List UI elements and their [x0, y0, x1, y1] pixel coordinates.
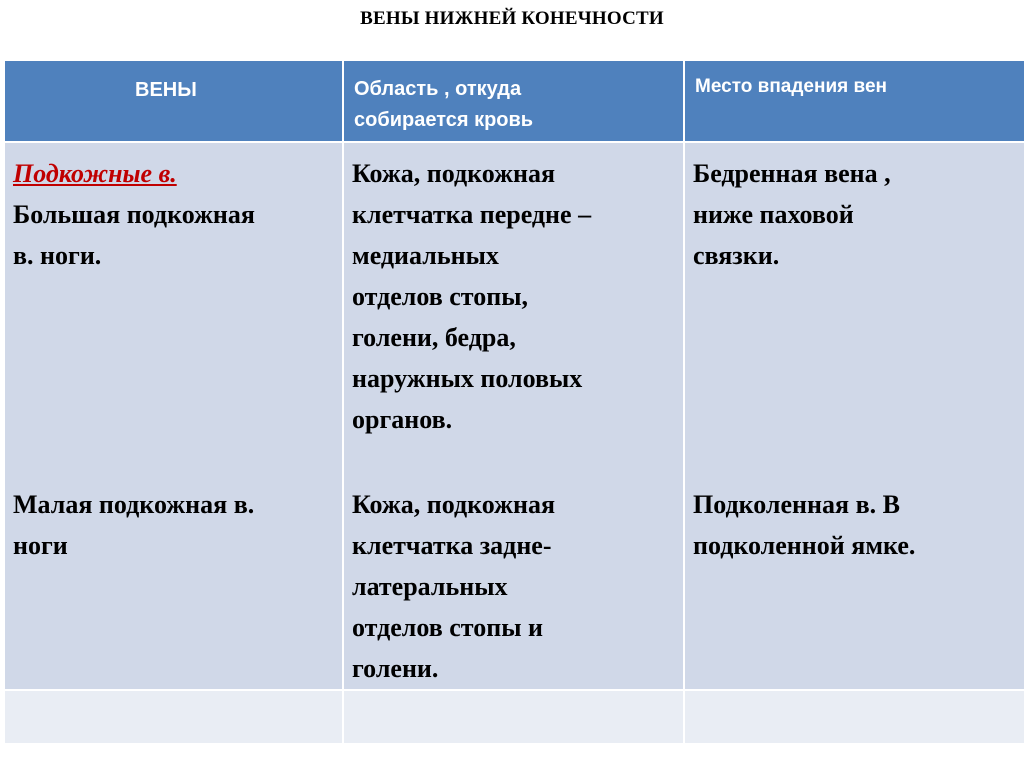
empty-cell-2: [343, 690, 684, 744]
great-saphenous-line-2: в. ноги.: [13, 241, 102, 270]
cell-drainage-area: [343, 142, 684, 690]
great-area-line-7: органов.: [352, 405, 453, 434]
small-confluence-line-1: Подколенная в. В: [693, 490, 900, 519]
header-veins-label: ВЕНЫ: [135, 79, 197, 101]
small-area-line-5: голени.: [352, 654, 439, 683]
great-area-line-1: Кожа, подкожная: [352, 159, 556, 188]
cell-confluence: [684, 142, 1024, 690]
header-drainage-area: [343, 60, 684, 142]
empty-cell-1: [4, 690, 343, 744]
header-veins: [4, 60, 343, 142]
great-area-line-6: наружных половых: [352, 364, 583, 393]
great-confluence-line-2: ниже паховой: [693, 200, 854, 229]
small-saphenous-line-2: ноги: [13, 531, 68, 560]
small-area-line-3: латеральных: [352, 572, 508, 601]
header-confluence: [684, 60, 1024, 142]
content-row: [4, 142, 1024, 690]
cell-veins: [4, 142, 343, 690]
empty-row: [4, 690, 1024, 744]
empty-cell-3: [684, 690, 1024, 744]
subtitle-subcutaneous: Подкожные в.: [13, 159, 177, 188]
small-area-line-1: Кожа, подкожная: [352, 490, 556, 519]
small-area-line-2: клетчатка задне-: [352, 531, 552, 560]
small-confluence-line-2: подколенной ямке.: [693, 531, 916, 560]
header-drainage-line-1: Область , откуда: [354, 78, 522, 100]
great-confluence-line-3: связки.: [693, 241, 780, 270]
great-confluence-line-1: Бедренная вена ,: [693, 159, 891, 188]
veins-table: [3, 59, 1024, 745]
header-row: [4, 60, 1024, 142]
great-area-line-5: голени, бедра,: [352, 323, 516, 352]
great-area-line-2: клетчатка передне –: [352, 200, 592, 229]
slide-title: ВЕНЫ НИЖНЕЙ КОНЕЧНОСТИ: [360, 8, 664, 29]
great-area-line-3: медиальных: [352, 241, 499, 270]
header-drainage-line-2: собирается кровь: [354, 109, 534, 131]
small-area-line-4: отделов стопы и: [352, 613, 543, 642]
great-saphenous-line-1: Большая подкожная: [13, 200, 255, 229]
header-confluence-label: Место впадения вен: [695, 76, 887, 97]
great-area-line-4: отделов стопы,: [352, 282, 529, 311]
small-saphenous-line-1: Малая подкожная в.: [13, 490, 255, 519]
